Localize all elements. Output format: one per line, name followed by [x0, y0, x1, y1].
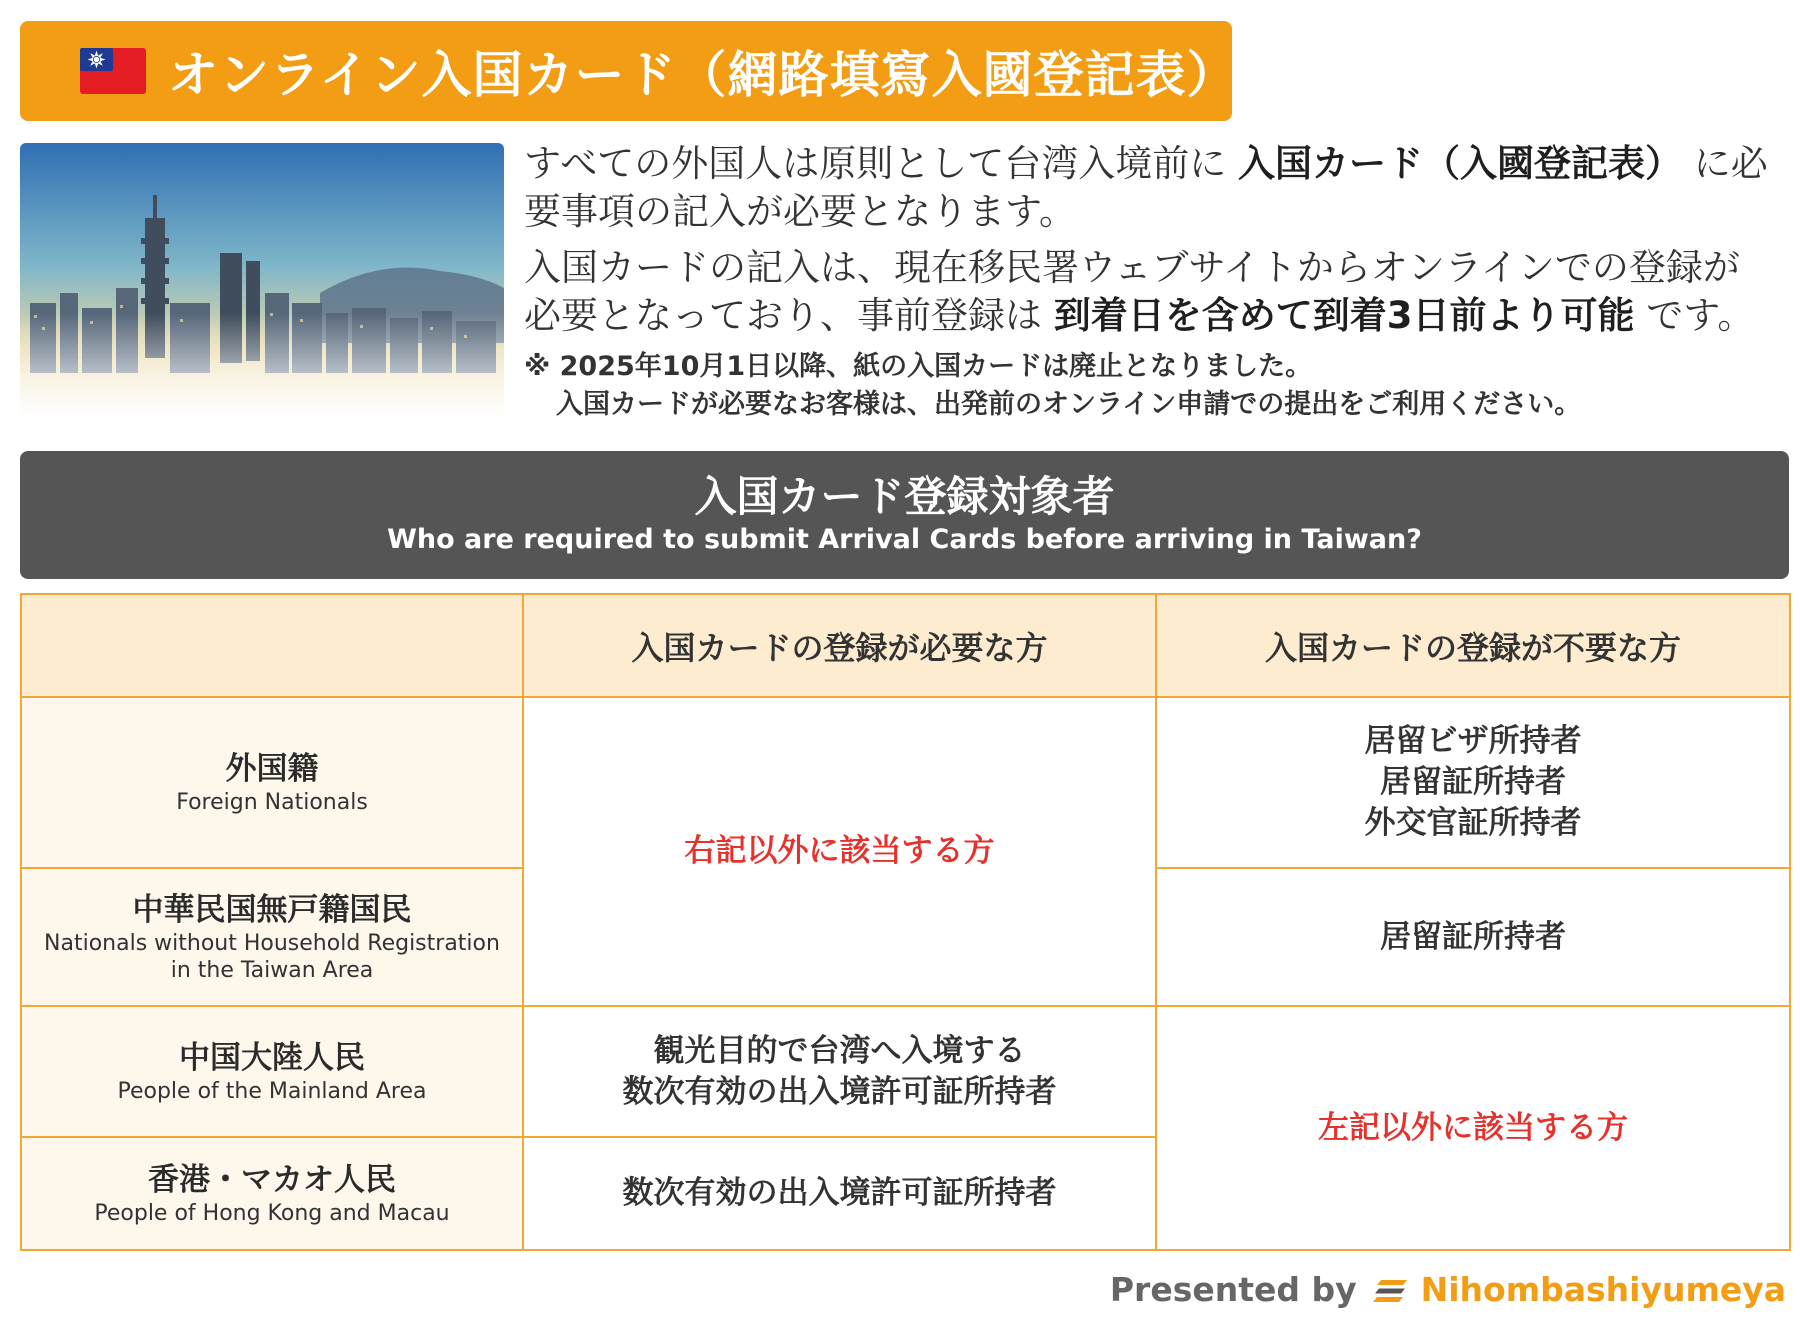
eligibility-table: [20, 593, 1791, 1251]
cell-line: 居留証所持者: [1380, 764, 1566, 800]
header-empty-cell: [21, 594, 523, 697]
abolition-note-detail: 入国カードが必要なお客様は、出発前のオンライン申請での提出をご利用ください。: [556, 389, 1582, 420]
cell-line: 外交官証所持者: [1364, 805, 1582, 841]
taiwan-flag-icon: [80, 48, 146, 94]
row-header-en: Nationals without Household Registration in the Taiwan Area: [44, 931, 500, 983]
brand-name: Nihombashiyumeya: [1420, 1270, 1786, 1309]
section-subtitle: Who are required to submit Arrival Cards before arriving in Taiwan?: [387, 524, 1422, 555]
nihombashiyumeya-logo-icon: [1373, 1275, 1411, 1305]
row-header-jp: 外国籍: [225, 751, 319, 787]
table-row: [21, 697, 1790, 868]
taipei-skyline-image: [20, 143, 504, 417]
row-header-mainland: [21, 1006, 523, 1137]
row-header-nationals: [21, 868, 523, 1006]
page-title: オンライン入国カード（網路填寫入國登記表）: [168, 46, 1238, 104]
row-header-en: People of the Mainland Area: [117, 1079, 427, 1104]
cell-line: 居留ビザ所持者: [1364, 723, 1582, 759]
header-required: 入国カードの登録が必要な方: [523, 594, 1156, 697]
row-header-jp: 中国大陸人民: [179, 1040, 365, 1076]
row-header-jp: 香港・マカオ人民: [148, 1162, 396, 1198]
row-header-foreign: [21, 697, 523, 868]
intro-paragraph-2: 入国カードの記入は、現在移民署ウェブサイトからオンラインでの登録が必要となっており、事前登録は 到着日を含めて到着3日前より可能 です。: [524, 246, 1755, 337]
table-row: [21, 1006, 1790, 1137]
row-header-en: People of Hong Kong and Macau: [94, 1201, 450, 1226]
intro-paragraph-1: すべての外国人は原則として台湾入境前に 入国カード（入國登記表） に必要事項の記入が必要となります。: [524, 142, 1768, 233]
required-cell-mainland: [523, 1006, 1156, 1137]
presented-by-label: Presented by: [1109, 1270, 1357, 1309]
row-header-jp: 中華民国無戸籍国民: [132, 892, 412, 928]
not-required-cell-bottom: 左記以外に該当する方: [1156, 1006, 1790, 1250]
not-required-cell-foreign: [1156, 697, 1790, 868]
intro-text: [524, 140, 1774, 424]
row-header-hongkong-macau: [21, 1137, 523, 1250]
required-cell-hongkong-macau: 数次有効の出入境許可証所持者: [523, 1137, 1156, 1250]
cell-line: 数次有効の出入境許可証所持者: [622, 1073, 1057, 1110]
table-header-row: [21, 594, 1790, 697]
row-header-en: Foreign Nationals: [176, 790, 368, 815]
header-not-required: 入国カードの登録が不要な方: [1156, 594, 1790, 697]
section-heading-band: [20, 451, 1789, 579]
not-required-cell-nationals: 居留証所持者: [1156, 868, 1790, 1006]
footer-credit: [1110, 1270, 1786, 1309]
abolition-note: ※ 2025年10月1日以降、紙の入国カードは廃止となりました。: [524, 351, 1313, 382]
required-cell-foreign-nationals: 右記以外に該当する方: [523, 697, 1156, 1006]
section-title: 入国カード登録対象者: [694, 472, 1115, 521]
cell-line: 観光目的で台湾へ入境する: [653, 1032, 1026, 1069]
title-banner: [20, 21, 1238, 121]
